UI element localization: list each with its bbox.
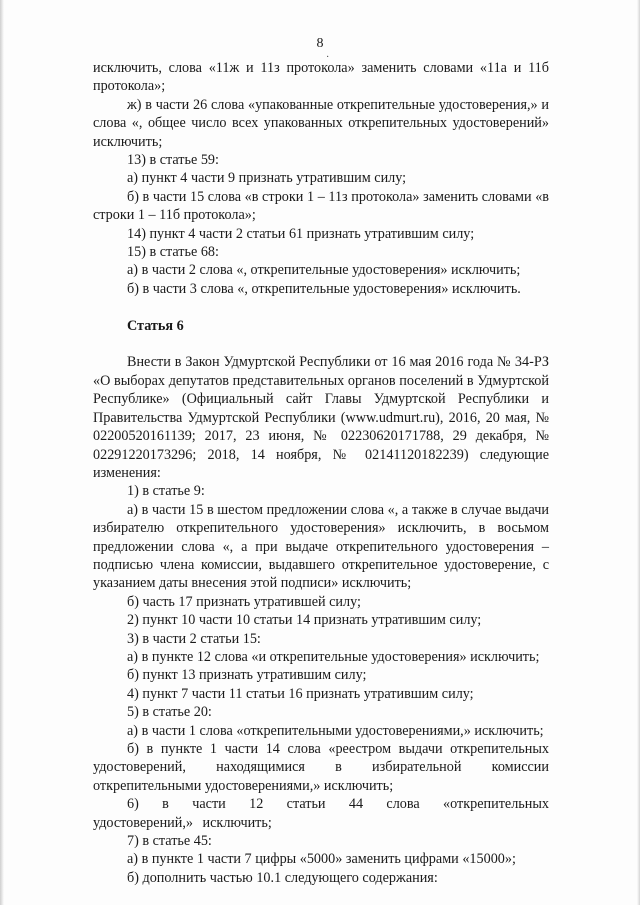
- article-paragraph: 2) пункт 10 части 10 статьи 14 признать утратившим силу;: [127, 612, 482, 629]
- paragraph: б) в части 3 слова «, открепительные удостоверения» исключить.: [127, 280, 521, 297]
- paragraph: 14) пункт 4 части 2 статьи 61 признать утратившим силу;: [127, 225, 475, 242]
- article-paragraph: 1) в статье 9:: [127, 483, 205, 500]
- article-paragraph: а) в пункте 12 слова «и открепительные удостоверения» исключить;: [127, 648, 540, 665]
- article-paragraph: 6) в части 12 статьи 44 слова «открепительных удостоверений,» исключить;: [93, 796, 549, 831]
- article-paragraph: б) пункт 13 признать утратившим силу;: [127, 667, 367, 684]
- scan-speck: ·: [326, 52, 330, 63]
- paragraph: а) в части 2 слова «, открепительные удостоверения» исключить;: [127, 262, 521, 279]
- article-paragraph: а) в пункте 1 части 7 цифры «5000» заменить цифрами «15000»;: [127, 851, 516, 868]
- article-paragraph: 5) в статье 20:: [127, 704, 212, 721]
- paragraph: исключить, слова «11ж и 11з протокола» заменить словами «11а и 11б протокола»;: [93, 60, 549, 95]
- article-paragraph: б) дополнить частью 10.1 следующего содержания:: [127, 869, 438, 886]
- article-paragraph: 4) пункт 7 части 11 статьи 16 признать утратившим силу;: [127, 685, 474, 702]
- paragraph: ж) в части 26 слова «упакованные открепительные удостоверения,» и слова «, общее число всех упакованных открепительных удостоверений» исключить;: [93, 96, 549, 150]
- spacer: [93, 335, 549, 353]
- article-paragraph: а) в части 1 слова «открепительными удостоверениями,» исключить;: [127, 722, 544, 739]
- article-paragraph: 3) в части 2 статьи 15:: [127, 630, 261, 647]
- body-text: [93, 59, 549, 887]
- article-heading: Статья 6: [127, 317, 184, 334]
- article-paragraph: б) часть 17 признать утратившей силу;: [127, 593, 361, 610]
- article-paragraph: а) в части 15 в шестом предложении слова «, а также в случае выдачи избирателю открепительного удостоверения» исключить, в восьмом предложении слова «, а при выдаче открепительного удостоверения – подписью члена комиссии, выдавшего открепительное удостоверение, с указанием даты внесения этой подписи» исключить;: [93, 501, 549, 592]
- page-number: 8: [316, 36, 324, 51]
- article-paragraph: Внести в Закон Удмуртской Республики от 16 мая 2016 года № 34-РЗ «О выборах депутатов представительных органов поселений в Удмуртской Республике» (Официальный сайт Главы Удмуртской Республики и Правительства Удмуртской Республики (www.udmurt.ru), 2016, 20 мая, № 02200520161139; 2017, 23 июня, № 02230620171788, 29 декабря, № 02291220173296; 2018, 14 ноября, № 02141120182239) следующие изменения:: [93, 354, 549, 481]
- spacer: [93, 298, 549, 316]
- paragraph: а) пункт 4 части 9 признать утратившим силу;: [127, 170, 407, 187]
- scan-shadow-left: [0, 0, 4, 905]
- article-paragraph: б) в пункте 1 части 14 слова «реестром выдачи открепительных удостоверений, находящимися в избирательной комиссии открепительными удостоверениями,» исключить;: [93, 741, 549, 794]
- paragraph: 13) в статье 59:: [127, 152, 219, 169]
- paragraph: б) в части 15 слова «в строки 1 – 11з протокола» заменить словами «в строки 1 – 11б протокола»;: [93, 188, 549, 224]
- article-paragraph: 7) в статье 45:: [127, 833, 212, 850]
- paragraph: 15) в статье 68:: [127, 244, 219, 261]
